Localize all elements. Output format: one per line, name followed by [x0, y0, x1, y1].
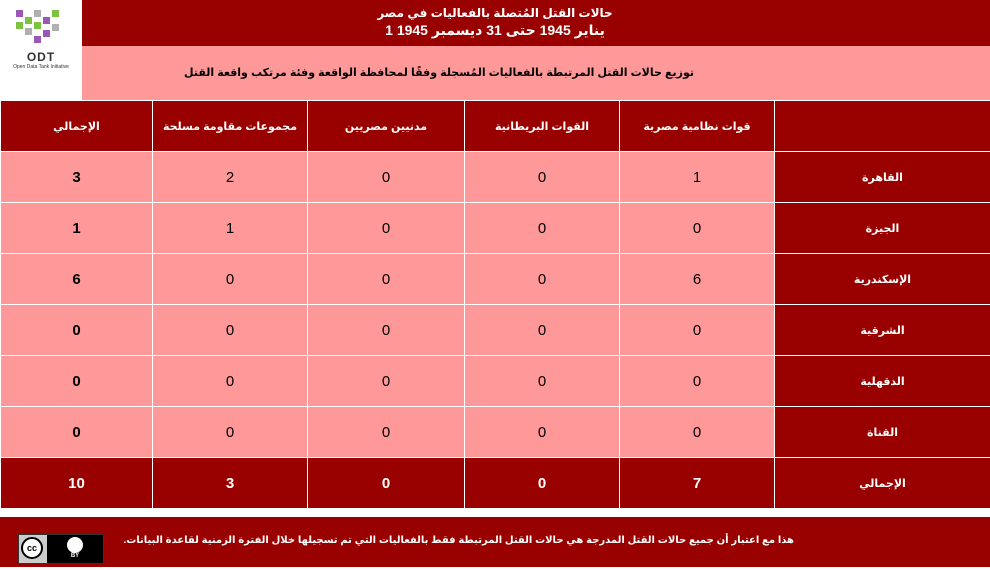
totals-label: الإجمالي [775, 458, 990, 509]
table-cell: 0 [620, 203, 775, 254]
table-cell: 0 [153, 407, 308, 458]
row-total: 1 [1, 203, 153, 254]
table-cell: 0 [465, 356, 620, 407]
table-cell: 0 [153, 356, 308, 407]
column-header: مجموعات مقاومة مسلحة [153, 101, 308, 152]
table-row [1, 203, 990, 254]
table-cell: 0 [465, 305, 620, 356]
row-label: الإسكندرية [775, 254, 990, 305]
column-header: مدنيين مصريين [308, 101, 465, 152]
row-label: الدقهلية [775, 356, 990, 407]
column-header: الإجمالي [1, 101, 153, 152]
table-cell: 0 [465, 407, 620, 458]
row-label: القناة [775, 407, 990, 458]
footer-note: هذا مع اعتبار أن جميع حالات القتل المدرجة هي حالات القتل المرتبطة فقط بالفعاليات التي تم تسجيلها خلال الفترة الزمنية لقاعدة البيانات. [123, 535, 794, 546]
grand-total: 10 [1, 458, 153, 509]
column-header: القوات البريطانية [465, 101, 620, 152]
column-total: 7 [620, 458, 775, 509]
table-cell: 6 [620, 254, 775, 305]
row-label: الجيزة [775, 203, 990, 254]
table-cell: 0 [153, 254, 308, 305]
cc-icon: cc [21, 537, 43, 559]
table-cell: 1 [153, 203, 308, 254]
odt-logo [0, 0, 82, 78]
table-cell: 0 [308, 203, 465, 254]
table-row [1, 305, 990, 356]
column-total: 0 [465, 458, 620, 509]
date-range: 1 يناير 1945 حتى 31 ديسمبر 1945 [385, 22, 605, 38]
table-cell: 0 [308, 356, 465, 407]
row-total: 3 [1, 152, 153, 203]
column-total: 0 [308, 458, 465, 509]
row-label: الشرقية [775, 305, 990, 356]
table-row [1, 152, 990, 203]
table-cell: 0 [620, 356, 775, 407]
cc-by-license-badge[interactable] [18, 534, 104, 564]
table-cell: 0 [465, 203, 620, 254]
table-cell: 0 [465, 152, 620, 203]
footer-bar [0, 517, 990, 567]
table-cell: 0 [308, 407, 465, 458]
table-cell: 0 [308, 254, 465, 305]
logo-tagline: Open Data Tank Initiative [13, 64, 69, 70]
table-row [1, 254, 990, 305]
row-total: 0 [1, 356, 153, 407]
header-bar [0, 0, 990, 46]
row-total: 6 [1, 254, 153, 305]
by-attribution-icon [47, 535, 103, 563]
column-total: 3 [153, 458, 308, 509]
table-cell: 0 [620, 305, 775, 356]
odt-logo-icon [14, 8, 68, 50]
person-icon [67, 537, 83, 553]
table-cell: 1 [620, 152, 775, 203]
totals-row [1, 458, 990, 509]
table-row [1, 356, 990, 407]
logo-name: ODT [26, 50, 56, 64]
table-cell: 0 [308, 305, 465, 356]
table-header-row [1, 101, 990, 152]
column-header [775, 101, 990, 152]
table-row [1, 407, 990, 458]
subtitle-bar [82, 46, 990, 100]
table-cell: 0 [620, 407, 775, 458]
license-label: BY [70, 553, 80, 559]
row-total: 0 [1, 305, 153, 356]
killings-table [0, 100, 990, 509]
table-cell: 2 [153, 152, 308, 203]
table-cell: 0 [153, 305, 308, 356]
column-header: قوات نظامية مصرية [620, 101, 775, 152]
row-total: 0 [1, 407, 153, 458]
row-label: القاهرة [775, 152, 990, 203]
table-cell: 0 [465, 254, 620, 305]
table-subtitle: توزيع حالات القتل المرتبطة بالفعاليات المُسجلة وفقًا لمحافظة الواقعة وفئة مرتكب واقعة القتل [184, 67, 694, 79]
page-title: حالات القتل المُتصلة بالفعاليات في مصر [377, 6, 613, 20]
table-cell: 0 [308, 152, 465, 203]
data-table-container [0, 100, 990, 516]
